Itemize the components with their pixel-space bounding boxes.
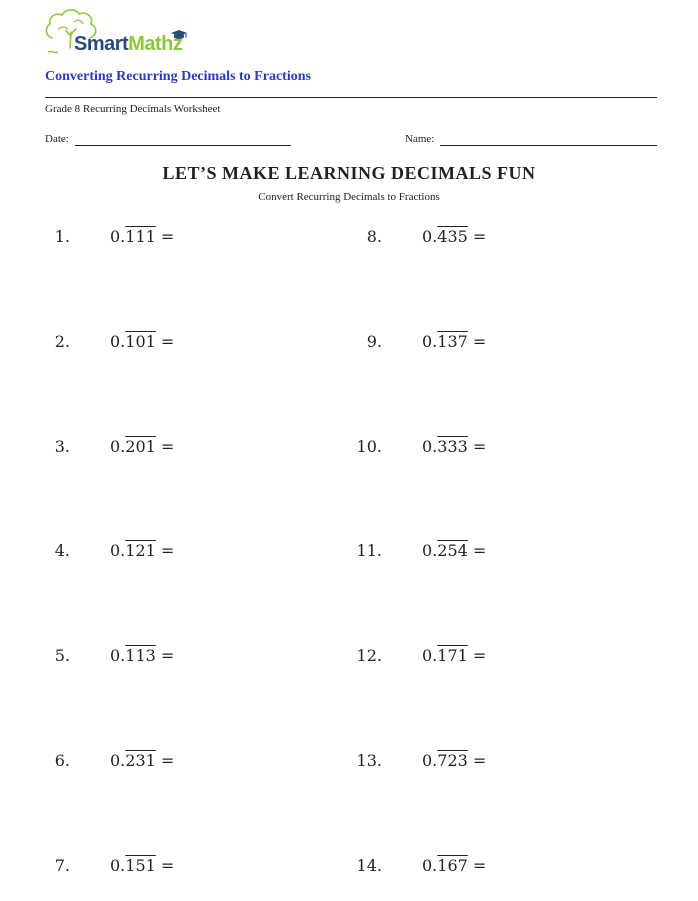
equals-sign: = [467,855,487,875]
problem-number: 2. [54,331,70,351]
problem-number: 4. [54,541,70,561]
equals-sign: = [155,436,175,456]
equals-sign: = [467,331,487,351]
decimal-whole-part: 0. [110,541,126,561]
decimal-whole-part: 0. [110,646,126,666]
problem-number: 10. [356,436,382,456]
problem-expression [110,227,174,246]
problem-number: 13. [356,751,382,770]
decimal-whole-part: 0. [422,436,438,456]
repeating-digits: 231 [125,751,156,770]
problem-expression [110,751,174,770]
decimal-whole-part: 0. [110,331,126,351]
equals-sign: = [155,646,175,666]
equals-sign: = [467,751,487,770]
problem-expression [422,332,486,351]
problem-expression [110,646,174,665]
equals-sign: = [467,646,487,666]
decimal-whole-part: 0. [110,436,126,456]
problem-number: 3. [54,436,70,456]
decimal-whole-part: 0. [110,227,126,246]
problem-number: 11. [356,541,382,561]
repeating-digits: 201 [125,436,156,456]
problem-number: 12. [356,646,382,666]
problem-number: 6. [54,751,70,770]
repeating-digits: 723 [437,751,468,770]
repeating-digits: 111 [125,227,156,246]
decimal-whole-part: 0. [422,541,438,561]
problem-number: 5. [54,646,70,666]
date-label: Date: [45,133,69,145]
problem-expression [422,437,486,456]
problem-expression [422,227,486,246]
problem-number: 7. [54,855,70,875]
equals-sign: = [155,227,175,246]
problem-expression [422,541,486,560]
logo-smart: Smart [74,33,129,55]
repeating-digits: 113 [125,646,156,666]
problem-expression [422,751,486,770]
problem-number: 1. [54,227,70,246]
equals-sign: = [467,436,487,456]
equals-sign: = [155,541,175,561]
equals-sign: = [155,855,175,875]
repeating-digits: 435 [437,227,468,246]
equals-sign: = [155,751,175,770]
worksheet-headline: LET’S MAKE LEARNING DECIMALS FUN [162,163,536,183]
problem-expression [422,646,486,665]
decimal-whole-part: 0. [422,646,438,666]
repeating-digits: 137 [437,331,468,351]
equals-sign: = [467,227,487,246]
header-divider [45,97,657,98]
problem-expression [422,856,486,875]
problem-number: 14. [356,855,382,875]
repeating-digits: 121 [125,541,156,561]
decimal-whole-part: 0. [422,227,438,246]
instruction-text: Convert Recurring Decimals to Fractions [258,191,440,203]
smartmathz-logo [44,8,204,58]
date-field[interactable] [75,145,291,146]
decimal-whole-part: 0. [422,331,438,351]
decimal-whole-part: 0. [422,855,438,875]
repeating-digits: 101 [125,331,156,351]
equals-sign: = [467,541,487,561]
repeating-digits: 254 [437,541,468,561]
problem-number: 9. [366,331,382,351]
name-label: Name: [405,133,435,145]
logo-wordmark [74,33,182,56]
document-title: Converting Recurring Decimals to Fractions [45,69,311,84]
repeating-digits: 333 [437,436,468,456]
problem-number: 8. [366,227,382,246]
logo-mathz: Mathz [128,33,183,55]
repeating-digits: 151 [125,855,156,875]
repeating-digits: 167 [437,855,468,875]
problem-expression [110,437,174,456]
decimal-whole-part: 0. [110,751,126,770]
repeating-digits: 171 [437,646,468,666]
problem-expression [110,541,174,560]
decimal-whole-part: 0. [422,751,438,770]
equals-sign: = [155,331,175,351]
problem-expression [110,856,174,875]
name-field[interactable] [440,145,657,146]
problem-expression [110,332,174,351]
decimal-whole-part: 0. [110,855,126,875]
worksheet-subtitle: Grade 8 Recurring Decimals Worksheet [45,103,221,115]
